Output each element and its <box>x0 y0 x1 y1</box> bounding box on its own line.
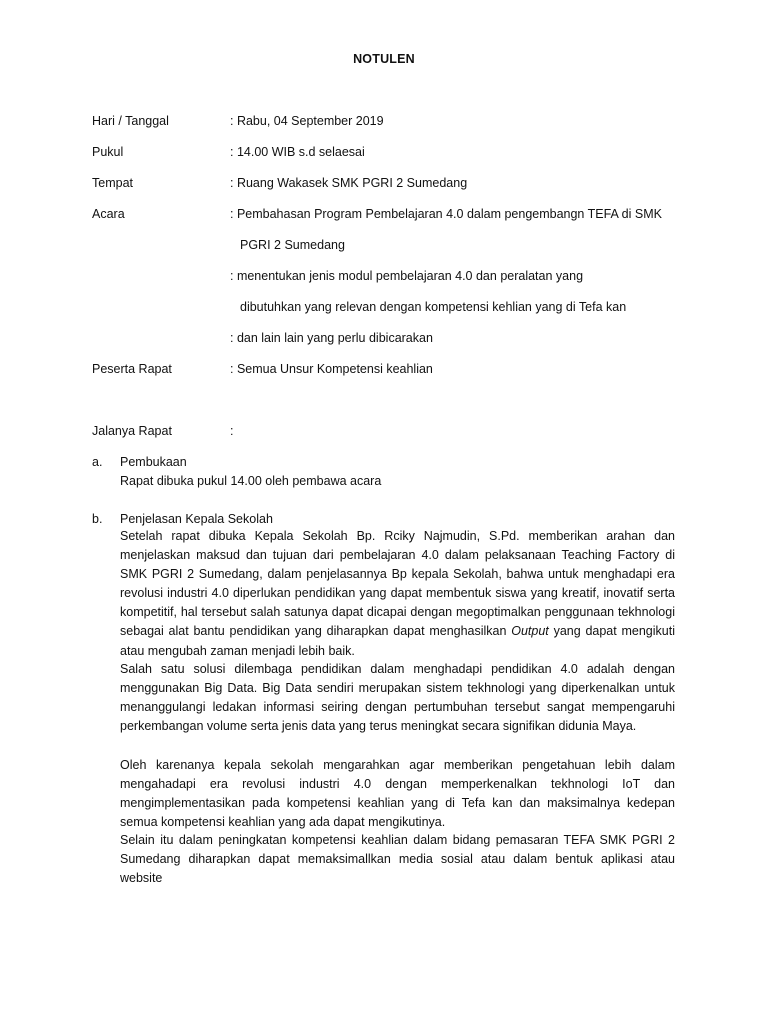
section-b-paragraph-4: Selain itu dalam peningkatan kompetensi keahlian dalam bidang pemasaran TEFA SMK PGRI 2 Sumedang diharapkan dapat memaksimallkan media sosial atau dalam bentuk aplikasi atau website <box>120 833 675 886</box>
meta-row-acara-item3 <box>92 331 692 349</box>
meta-row-jalannya <box>92 424 692 442</box>
peserta-label: Peserta Rapat <box>92 362 172 376</box>
tempat-value: : Ruang Wakasek SMK PGRI 2 Sumedang <box>230 176 468 190</box>
paragraph-1-italic: Output <box>511 624 549 639</box>
acara-item2-line1: : menentukan jenis modul pembelajaran 4.0 dan peralatan yang <box>230 269 584 283</box>
meta-row-acara-cont2 <box>92 300 692 318</box>
tempat-label: Tempat <box>92 176 133 190</box>
pukul-label: Pukul <box>92 145 124 159</box>
acara-item1-line1: : Pembahasan Program Pembelajaran 4.0 dalam pengembangn TEFA di SMK <box>230 207 662 221</box>
section-b-paragraph-2: Salah satu solusi dilembaga pendidikan dalam menghadapi pendidikan 4.0 adalah dengan menggunakan Big Data. Big Data sendiri merupakan sistem tekhnologi yang diperkenalkan untuk menanggulangi ledakan informasi seiring dengan pertumbuhan tersebut sangat mempengaruhi perkembangan volume serta jenis data yang terus meningkat secara signifikan didunia Maya. <box>120 662 675 734</box>
acara-item1-line2: PGRI 2 Sumedang <box>240 238 345 252</box>
pukul-value: : 14.00 WIB s.d selaesai <box>230 145 365 159</box>
section-a-text: Rapat dibuka pukul 14.00 oleh pembawa acara <box>120 474 382 488</box>
meta-row-peserta <box>92 362 692 380</box>
section-b-heading: Penjelasan Kepala Sekolah <box>120 512 273 526</box>
hari-label: Hari / Tanggal <box>92 114 169 128</box>
acara-item3: : dan lain lain yang perlu dibicarakan <box>230 331 433 345</box>
section-b-paragraph-3: Oleh karenanya kepala sekolah mengarahkan agar memberikan pengetahuan lebih dalam mengahadapi era revolusi industri 4.0 dengan memperkenalkan tekhnologi IoT dan mengimplementasikan pada kompetensi keahlian yang di Tefa kan dan maksimalnya kedepan semua kompetensi keahlian yang ada dapat mengikutinya. <box>120 758 675 830</box>
acara-label: Acara <box>92 207 125 221</box>
meta-row-acara-cont1 <box>92 238 692 256</box>
section-b-paragraph-1 <box>120 527 675 661</box>
meta-row-acara <box>92 207 692 225</box>
hari-value: : Rabu, 04 September 2019 <box>230 114 384 128</box>
meta-row-tempat <box>92 176 692 194</box>
meta-row-pukul <box>92 145 692 163</box>
section-b-marker: b. <box>92 512 103 526</box>
jalannya-value: : <box>230 424 234 438</box>
paragraph-1-text-end: yang dapat mengikuti atau mengubah zaman menjadi lebih baik. <box>120 624 675 658</box>
section-a-marker: a. <box>92 455 103 469</box>
paragraph-1-text: Setelah rapat dibuka Kepala Sekolah Bp. Rciky Najmudin, S.Pd. memberikan arahan dan menjelaskan maksud dan tujuan dari pembelajaran 4.0 dalam pelaksanaan Teaching Factory di SMK PGRI 2 Sumedang, dalam penjelasannya Bp kepala Sekolah, bahwa untuk menghadapi era revolusi industri 4.0 diperlukan pendidikan yang dapat membentuk siswa yang kreatif, inovatif serta kompetitif, hal tersebut salah satunya dapat dicapai dengan megoptimalkan penggunaan tekhnologi sebagai alat bantu pendidikan yang diharapkan dapat menghasilkan <box>120 529 675 639</box>
section-a-heading: Pembukaan <box>120 455 187 469</box>
meta-row-hari <box>92 114 692 132</box>
peserta-value: : Semua Unsur Kompetensi keahlian <box>230 362 433 376</box>
document-title: NOTULEN <box>353 52 415 66</box>
meta-row-acara-item2 <box>92 269 692 287</box>
acara-item2-line2: dibutuhkan yang relevan dengan kompetensi kehlian yang di Tefa kan <box>240 300 627 314</box>
jalannya-label: Jalanya Rapat <box>92 424 172 438</box>
